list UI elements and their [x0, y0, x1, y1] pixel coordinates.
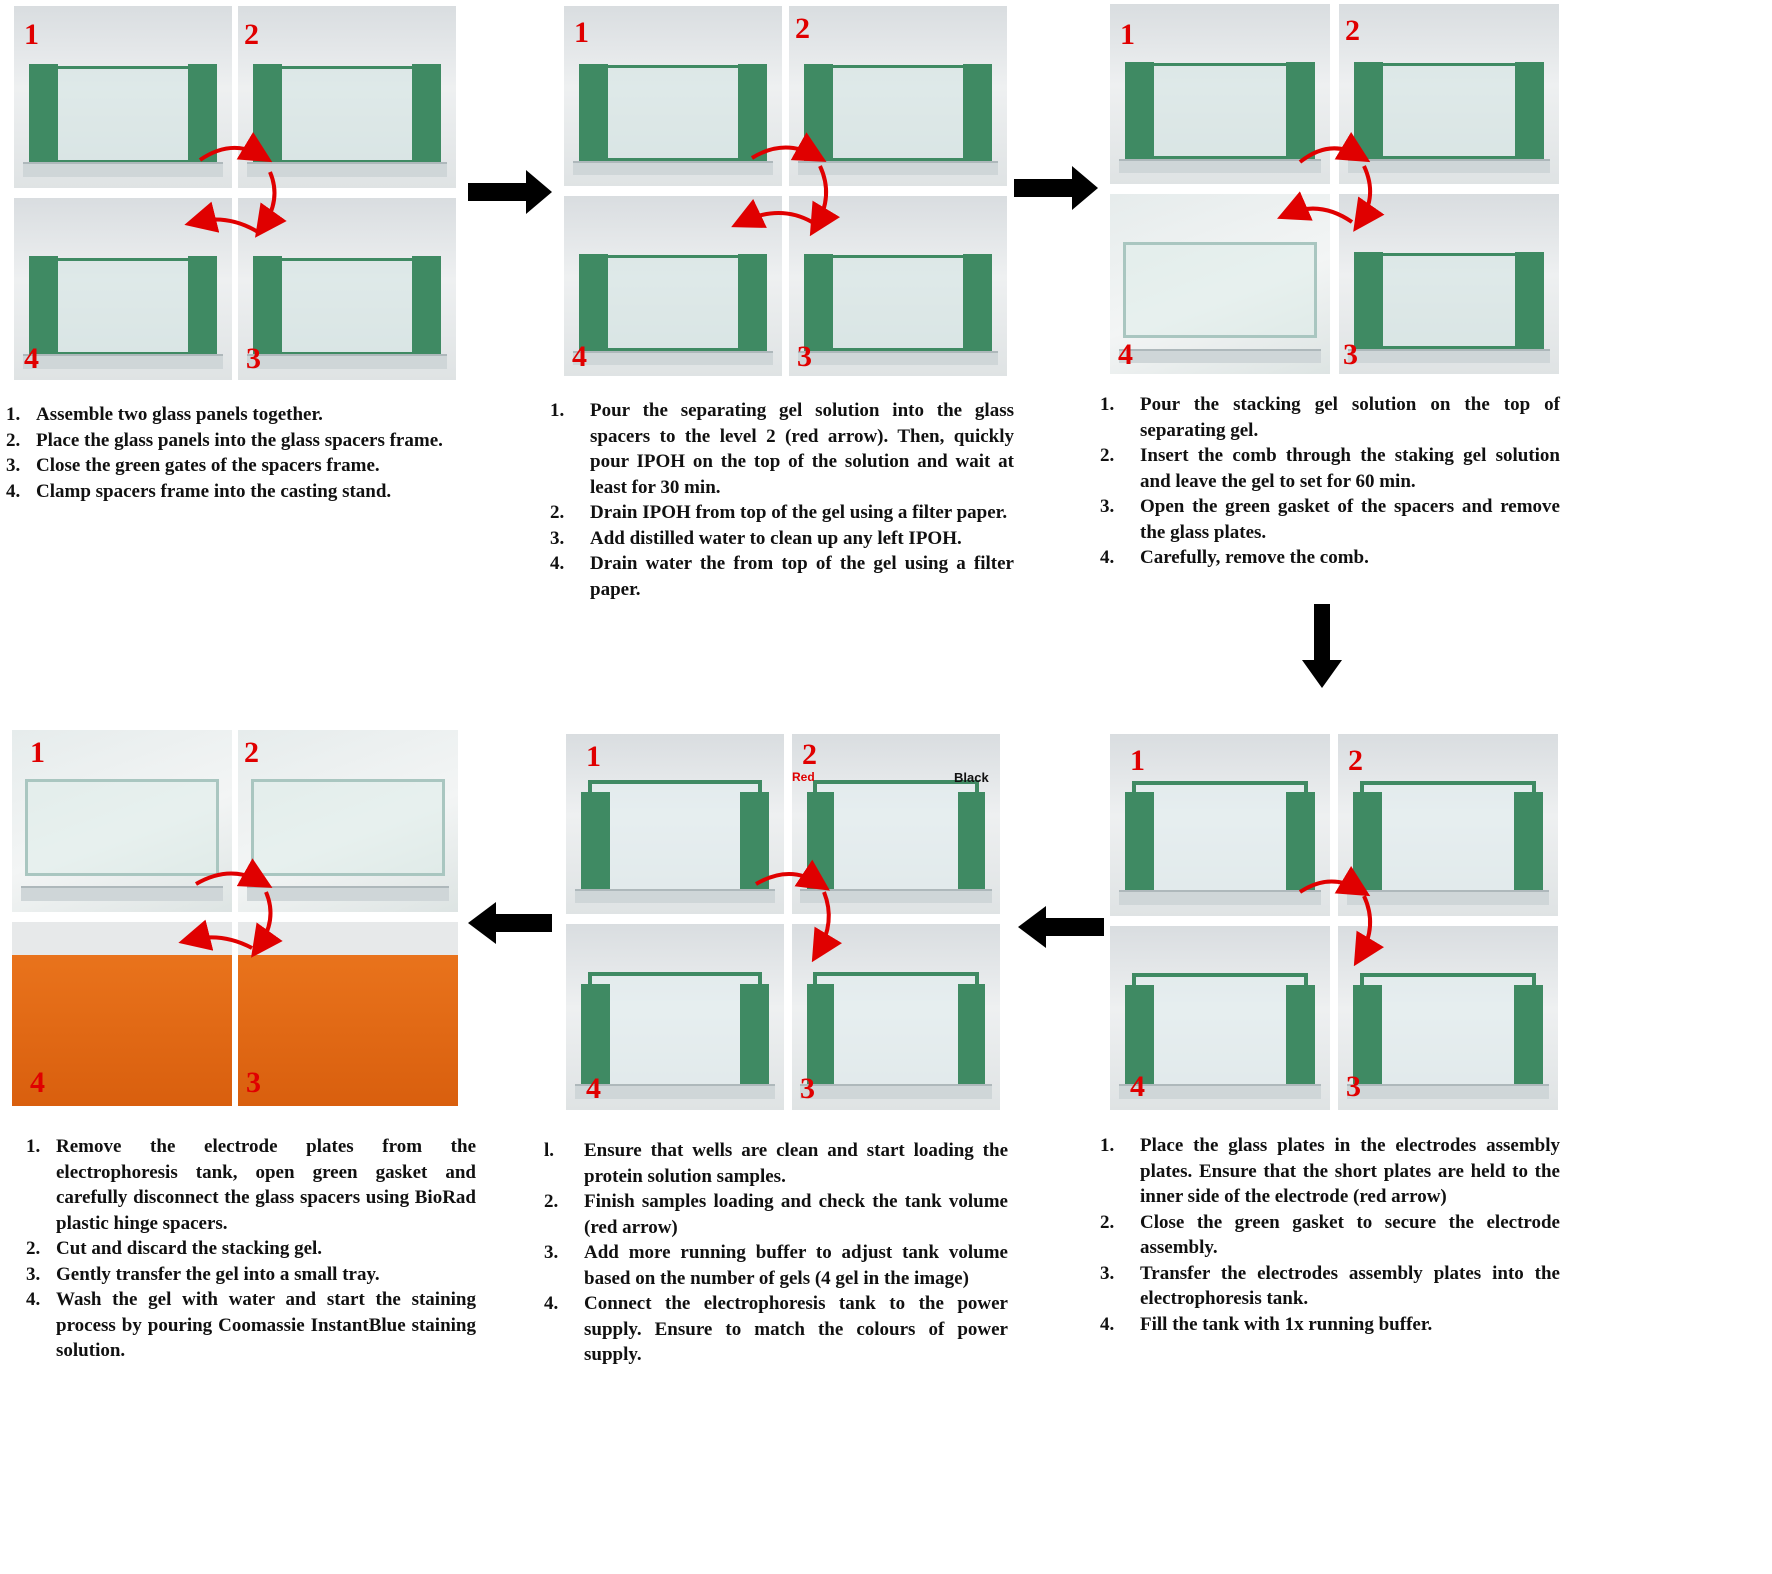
- photo-label: 4: [1118, 338, 1133, 371]
- photo-label: 2: [802, 738, 817, 771]
- step-item: 4. Connect the electrophoresis tank to the power supply. Ensure to match the colours of power supply.: [544, 1293, 1008, 1365]
- step-item: 4. Wash the gel with water and start the staining process by pouring Coomassie InstantBlue staining solution.: [26, 1289, 476, 1361]
- step-item: 1. Assemble two glass panels together.: [6, 404, 323, 425]
- photo-label: 3: [800, 1072, 815, 1105]
- photo-label: 3: [1346, 1070, 1361, 1103]
- photo-label: 1: [1120, 18, 1135, 51]
- step-item: 3. Transfer the electrodes assembly plates into the electrophoresis tank.: [1100, 1262, 1560, 1309]
- photo-label: 1: [574, 16, 589, 49]
- photo-label: 2: [244, 736, 259, 769]
- step-item: 1. Place the glass plates in the electrodes assembly plates. Ensure that the short plates are held to the inner side of the electrode (red arrow): [1100, 1135, 1560, 1207]
- photo-label: 2: [795, 12, 810, 45]
- photo-label: 4: [1130, 1070, 1145, 1103]
- photo-label: 3: [1343, 338, 1358, 371]
- step-item: 4. Fill the tank with 1x running buffer.: [1100, 1313, 1433, 1335]
- photo-label: 4: [572, 340, 587, 373]
- photo-label: 3: [246, 342, 261, 375]
- photo-label: 4: [24, 342, 39, 375]
- step-item: 4. Carefully, remove the comb.: [1100, 547, 1369, 568]
- step-item: 3. Add more running buffer to adjust tank volume based on the number of gels (4 gel in the image): [544, 1242, 1008, 1289]
- step-item: 3. Close the green gates of the spacers frame.: [6, 455, 380, 476]
- step-item: 1. Pour the separating gel solution into the glass spacers to the level 2 (red arrow). Then, quickly pour IPOH on the top of the solution and wait at least for 30 min.: [550, 400, 1014, 498]
- step-item: 2. Finish samples loading and check the tank volume (red arrow): [544, 1191, 1008, 1238]
- photo-label: 1: [586, 740, 601, 773]
- step-item: 2. Insert the comb through the staking gel solution and leave the gel to set for 60 min.: [1100, 445, 1560, 492]
- photo-label: 3: [797, 340, 812, 373]
- step-item: 2. Cut and discard the stacking gel.: [26, 1238, 323, 1259]
- step-item: l. Ensure that wells are clean and start loading the protein solution samples.: [544, 1140, 1008, 1187]
- photo-text-red: Red: [792, 770, 815, 784]
- step-item: 1. Pour the stacking gel solution on the top of separating gel.: [1100, 394, 1560, 441]
- step-item: 3. Open the green gasket of the spacers and remove the glass plates.: [1100, 496, 1560, 543]
- step-item: 2. Drain IPOH from top of the gel using a filter paper.: [550, 502, 1008, 523]
- photo-label: 4: [586, 1072, 601, 1105]
- step-item: 4. Clamp spacers frame into the casting stand.: [6, 480, 392, 502]
- photo-label: 2: [244, 18, 259, 51]
- step-item: 4. Drain water the from top of the gel using a filter paper.: [550, 553, 1014, 600]
- photo-label: 2: [1348, 744, 1363, 777]
- photo-label: 4: [30, 1066, 45, 1099]
- step-item: 3. Add distilled water to clean up any left IPOH.: [550, 527, 962, 549]
- photo-text-black: Black: [954, 770, 989, 785]
- photo-label: 1: [24, 18, 39, 51]
- step-item: 2. Place the glass panels into the glass spacers frame.: [6, 429, 443, 451]
- step-item: 2. Close the green gasket to secure the electrode assembly.: [1100, 1211, 1560, 1258]
- photo-label: 2: [1345, 14, 1360, 47]
- step-item: 1. Remove the electrode plates from the electrophoresis tank, open green gasket and carefully disconnect the glass spacers using BioRad plastic hinge spacers.: [26, 1136, 476, 1234]
- photo-label: 3: [246, 1066, 261, 1099]
- photo-label: 1: [30, 736, 45, 769]
- photo-label: 1: [1130, 744, 1145, 777]
- step-item: 3. Gently transfer the gel into a small tray.: [26, 1263, 380, 1285]
